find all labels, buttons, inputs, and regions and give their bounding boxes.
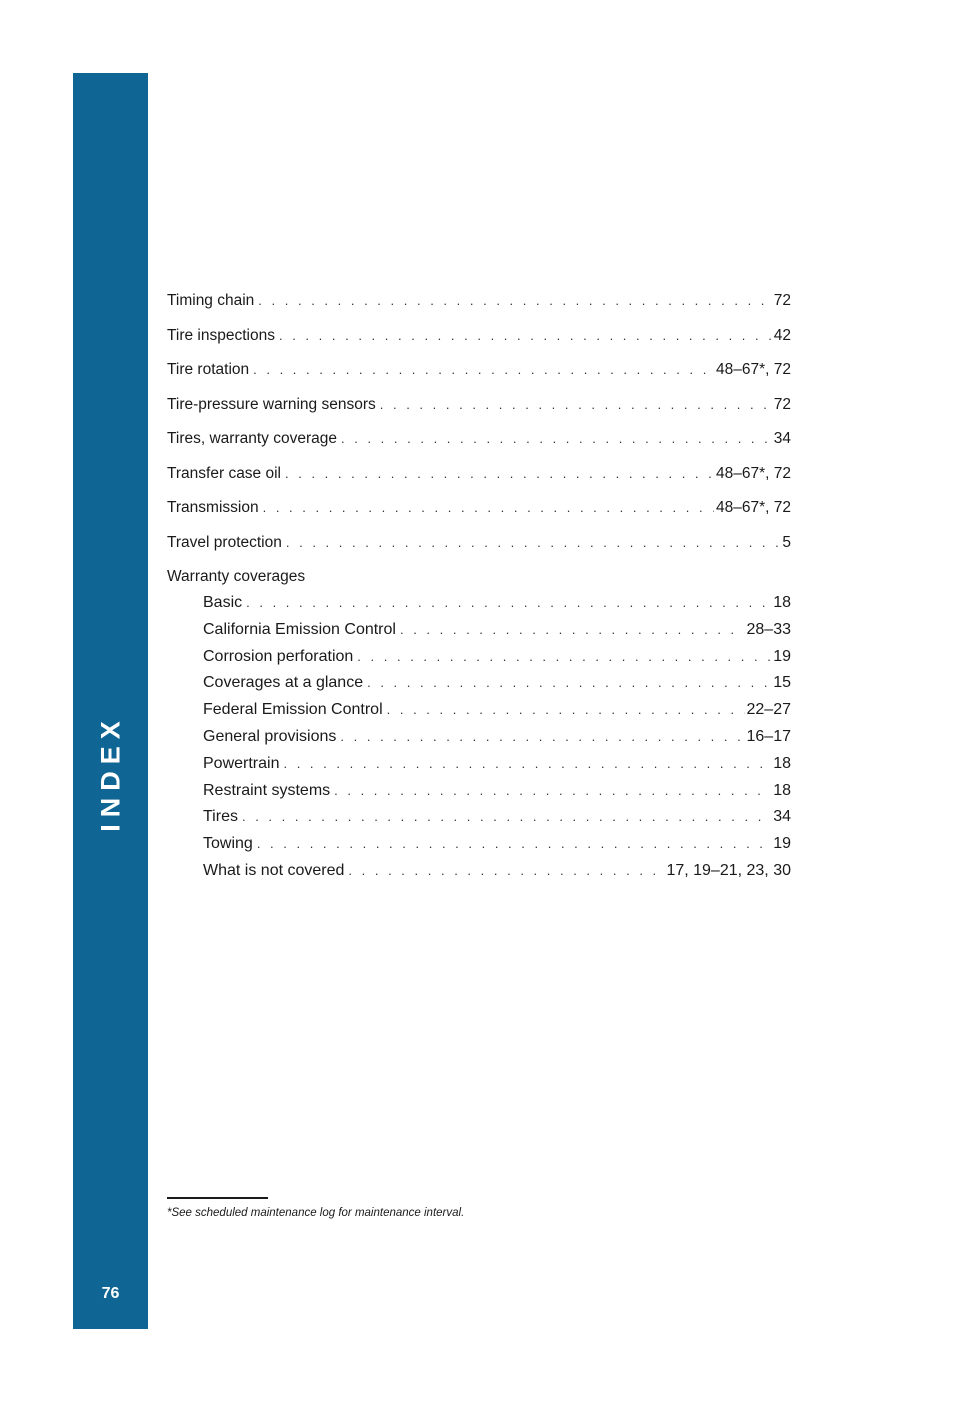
entry-term: Coverages at a glance <box>203 674 364 692</box>
entry-pages: 15 <box>773 674 791 692</box>
section-title: INDEX <box>95 714 125 832</box>
entry-term: Powertrain <box>203 754 280 772</box>
entry-pages: 5 <box>782 533 791 551</box>
index-subentry <box>167 621 791 648</box>
entry-pages: 42 <box>773 326 791 344</box>
dot-leader <box>380 397 772 412</box>
index-entry <box>167 534 791 569</box>
dot-leader <box>283 756 771 771</box>
entry-term: Tires, warranty coverage <box>167 430 337 447</box>
dot-leader <box>367 675 771 690</box>
entry-term: Tire rotation <box>167 361 250 378</box>
index-subentry <box>167 782 791 809</box>
index-list <box>167 292 791 889</box>
index-subentry <box>167 674 791 701</box>
entry-term: Tire-pressure warning sensors <box>167 395 376 413</box>
entry-pages: 18 <box>773 754 791 772</box>
entry-pages: 28–33 <box>746 620 791 638</box>
index-subentry <box>167 862 791 889</box>
entry-term: California Emission Control <box>203 620 396 638</box>
dot-leader <box>263 500 714 515</box>
index-subentry <box>167 648 791 675</box>
entry-term: Restraint systems <box>203 781 331 799</box>
index-subentry <box>167 755 791 782</box>
entry-term: Transmission <box>167 499 259 516</box>
dot-leader <box>348 863 664 878</box>
dot-leader <box>340 729 744 744</box>
entry-term: Transfer case oil <box>167 464 281 482</box>
dot-leader <box>286 535 781 550</box>
dot-leader <box>246 595 771 610</box>
index-entry <box>167 430 791 465</box>
index-entry <box>167 292 791 327</box>
dot-leader <box>279 328 772 343</box>
dot-leader <box>242 809 771 824</box>
entry-pages: 34 <box>773 808 791 826</box>
entry-pages: 48–67*, 72 <box>716 499 791 516</box>
entry-term: Tires <box>203 808 238 826</box>
footnote-rule <box>167 1197 268 1199</box>
entry-term: Travel protection <box>167 533 282 551</box>
entry-pages: 48–67*, 72 <box>716 361 791 378</box>
entry-pages: 72 <box>773 395 791 413</box>
entry-term: Federal Emission Control <box>203 701 383 719</box>
entry-term: Corrosion perforation <box>203 647 354 665</box>
entry-pages: 18 <box>773 781 791 799</box>
dot-leader <box>285 466 714 481</box>
dot-leader <box>334 783 771 798</box>
dot-leader <box>258 293 771 308</box>
index-sidebar <box>73 73 148 1329</box>
entry-term: Tire inspections <box>167 326 275 344</box>
entry-term: General provisions <box>203 727 337 745</box>
footnote: *See scheduled maintenance log for maintenance interval. <box>167 1207 465 1219</box>
entry-pages: 19 <box>773 835 791 853</box>
dot-leader <box>253 362 714 377</box>
entry-term: What is not covered <box>203 861 345 879</box>
entry-pages: 22–27 <box>746 701 791 719</box>
entry-pages: 48–67*, 72 <box>716 464 791 482</box>
dot-leader <box>400 622 745 637</box>
index-subentry <box>167 728 791 755</box>
dot-leader <box>341 431 772 446</box>
index-entry <box>167 396 791 431</box>
entry-pages: 34 <box>773 430 791 447</box>
entry-pages: 72 <box>773 292 791 309</box>
dot-leader <box>387 702 745 717</box>
page-number: 76 <box>101 1285 120 1302</box>
entry-pages: 17, 19–21, 23, 30 <box>666 861 791 879</box>
index-subentry <box>167 808 791 835</box>
index-entry <box>167 465 791 500</box>
index-entry <box>167 499 791 534</box>
index-entry <box>167 327 791 362</box>
entry-term: Timing chain <box>167 292 255 309</box>
entry-term: Basic <box>203 594 243 611</box>
dot-leader <box>357 649 771 664</box>
entry-pages: 18 <box>773 594 791 611</box>
index-heading <box>167 568 791 594</box>
dot-leader <box>257 836 771 851</box>
index-subentry <box>167 701 791 728</box>
index-entry <box>167 361 791 396</box>
index-subentry <box>167 594 791 621</box>
index-subentry <box>167 835 791 862</box>
entry-term: Towing <box>203 835 253 853</box>
entry-pages: 16–17 <box>746 727 791 745</box>
heading-term: Warranty coverages <box>167 568 306 585</box>
entry-pages: 19 <box>773 647 791 665</box>
